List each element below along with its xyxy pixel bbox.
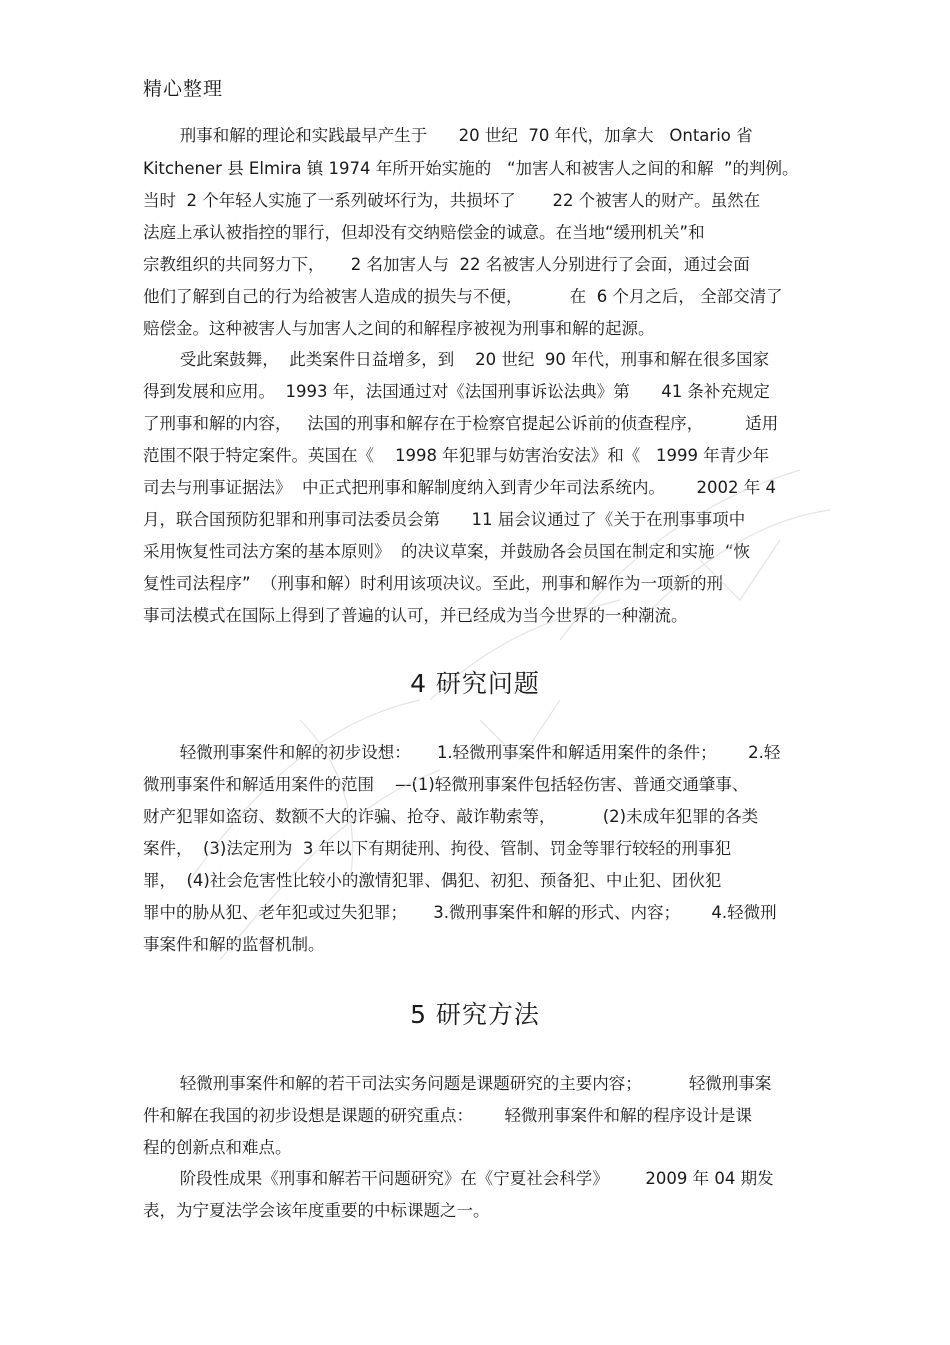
paragraph-line: 罪， (4)社会危害性比较小的激情犯罪、偶犯、初犯、预备犯、中止犯、团伙犯 (143, 871, 722, 890)
paragraph-line: 了刑事和解的内容， 法国的刑事和解存在于检察官提起公诉前的侦查程序， 适用 (143, 414, 779, 433)
paragraph-line: 轻微刑事案件和解的若干司法实务问题是课题研究的主要内容； 轻微刑事案 (143, 1074, 772, 1093)
paragraph-line: 赔偿金。这种被害人与加害人之间的和解程序被视为刑事和解的起源。 (143, 319, 655, 338)
page-header: 精心整理 (143, 78, 224, 100)
paragraph-line: 财产犯罪如盗窃、数额不大的诈骗、抢夺、敲诈勒索等， (2)未成年犯罪的各类 (143, 807, 759, 826)
section-heading: 4 研究问题 (410, 669, 540, 698)
paragraph-line: 范围不限于特定案件。英国在《 1998 年犯罪与妨害治安法》和《 1999 年青少年 (143, 446, 770, 465)
paragraph-line: 表，为宁夏法学会该年度重要的中标课题之一。 (143, 1201, 490, 1220)
paragraph-line: 当时 2 个年轻人实施了一系列破坏行为，共损坏了 22 个被害人的财产。虽然在 (143, 191, 761, 210)
paragraph-line: 司去与刑事证据法》 中正式把刑事和解制度纳入到青少年司法系统内。 2002 年 4 (143, 478, 776, 497)
paragraph-line: 轻微刑事案件和解的初步设想： 1.轻微刑事案件和解适用案件的条件； 2.轻 (143, 743, 781, 762)
paragraph-line: 件和解在我国的初步设想是课题的研究重点： 轻微刑事案件和解的程序设计是课 (143, 1106, 752, 1125)
paragraph-line: 月，联合国预防犯罪和刑事司法委员会第 11 届会议通过了《关于在刑事事项中 (143, 510, 746, 529)
paragraph-line: 微刑事案件和解适用案件的范围 —(1)轻微刑事案件包括轻伤害、普通交通肇事、 (143, 775, 749, 794)
paragraph-line: 采用恢复性司法方案的基本原则》 的决议草案，并鼓励各会员国在制定和实施 “恢 (143, 542, 751, 561)
paragraph-line: 他们了解到自己的行为给被害人造成的损失与不便， 在 6 个月之后， 全部交清了 (143, 287, 783, 306)
paragraph-line: 阶段性成果《刑事和解若干问题研究》在《宁夏社会科学》 2009 年 04 期发 (143, 1169, 774, 1188)
paragraph-line: 法庭上承认被指控的罪行，但却没有交纳赔偿金的诚意。在当地“缓刑机关”和 (143, 223, 705, 242)
section-heading: 5 研究方法 (410, 1000, 540, 1029)
paragraph-line: 罪中的胁从犯、老年犯或过失犯罪； 3.微刑事案件和解的形式、内容； 4.轻微刑 (143, 903, 777, 922)
paragraph-line: 受此案鼓舞， 此类案件日益增多，到 20 世纪 90 年代，刑事和解在很多国家 (143, 350, 770, 369)
paragraph-line: Kitchener 县 Elmira 镇 1974 年所开始实施的 “加害人和被害人之间的和解 ”的判例。 (143, 159, 799, 178)
paragraph-line: 事司法模式在国际上得到了普遍的认可，并已经成为当今世界的一种潮流。 (143, 606, 688, 625)
paragraph-line: 事案件和解的监督机制。 (143, 935, 325, 954)
paragraph-line: 刑事和解的理论和实践最早产生于 20 世纪 70 年代，加拿大 Ontario 省 (143, 126, 753, 145)
paragraph-line: 程的创新点和难点。 (143, 1138, 292, 1157)
paragraph-line: 得到发展和应用。 1993 年，法国通过对《法国刑事诉讼法典》第 41 条补充规定 (143, 382, 770, 401)
paragraph-line: 复性司法程序” （刑事和解）时利用该项决议。至此，刑事和解作为一项新的刑 (143, 574, 724, 593)
paragraph-line: 宗教组织的共同努力下， 2 名加害人与 22 名被害人分别进行了会面，通过会面 (143, 255, 750, 274)
paragraph-line: 案件， (3)法定刑为 3 年以下有期徒刑、拘役、管制、罚金等罪行较轻的刑事犯 (143, 839, 732, 858)
